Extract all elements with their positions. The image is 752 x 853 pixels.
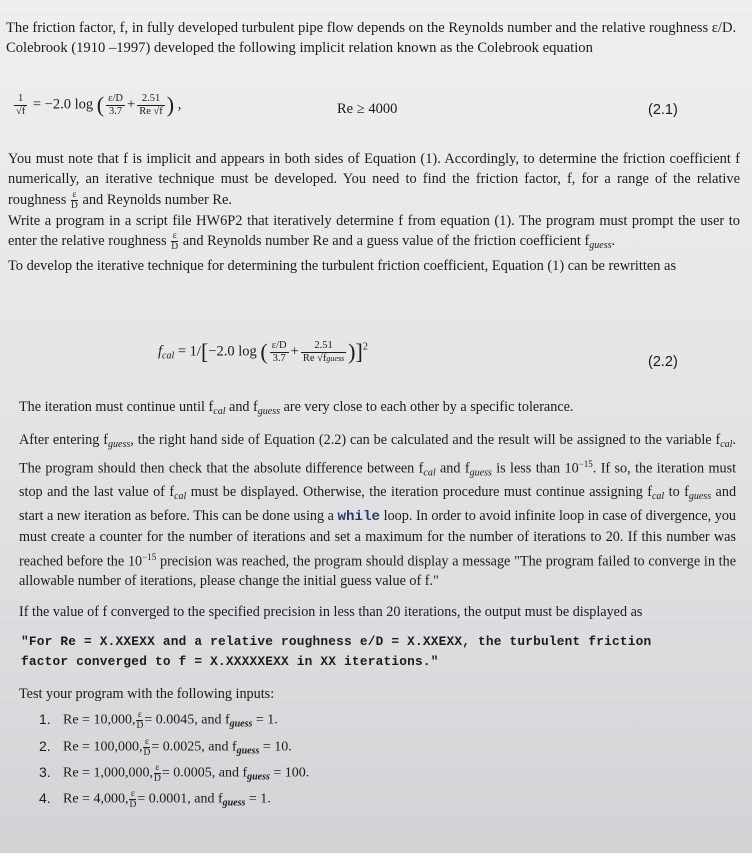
eq2-term1-num: ε/D	[271, 339, 287, 351]
test-eps: = 0.0001, and f	[137, 791, 223, 807]
test-num: 2.	[39, 737, 51, 754]
and-text: and f	[229, 399, 258, 415]
eps-den: D	[143, 748, 151, 758]
s3: . The program should then check that the absolute difference between f	[19, 432, 736, 477]
eps-den: D	[129, 800, 137, 810]
eq2-term1-den: 3.7	[272, 352, 286, 364]
test-eps: = 0.0005, and f	[161, 765, 248, 781]
eq1-term1-num: ε/D	[108, 92, 124, 104]
eps-den: D	[136, 721, 144, 731]
test-sub: guess	[236, 745, 260, 757]
eq1-term2-den: Re √f	[139, 105, 163, 117]
test-val: = 10.	[262, 739, 292, 755]
s6: . If so, the iteration must stop and the last value of f	[19, 460, 737, 501]
test-val: = 1.	[255, 712, 278, 728]
output-line-1: "For Re = X.XXEXX and a relative roughness e/D = X.XXEXX, the turbulent friction	[21, 634, 652, 649]
test-intro: Test your program with the following inputs:	[19, 686, 275, 702]
para1-line1b: and Reynolds number Re.	[82, 191, 232, 208]
eps-frac-num: ε	[72, 189, 77, 200]
s2: , the right hand side of Equation (2.2) can be calculated and the result will be assigned to the variable f	[130, 432, 721, 448]
para1-line2: Write a program in a script file HW6P2 that iteratively determine f from equation (1). The program must prompt the user to enter the relative roughness	[8, 212, 740, 250]
test-re: Re = 10,000,	[63, 712, 136, 728]
s4: and f	[439, 460, 470, 477]
eq2-lhs-sub: cal	[162, 350, 175, 362]
eps-frac-num-2: ε	[172, 231, 177, 242]
guess-sub-4: guess	[688, 491, 712, 503]
cal-sub-2: cal	[720, 439, 733, 450]
paragraph-converged: If the value of f converged to the specified precision in less than 20 iterations, the output must be displayed as	[19, 604, 643, 620]
eq1-term2-num: 2.51	[137, 93, 165, 106]
eq1-equals: = −2.0 log	[32, 96, 94, 113]
list-item	[39, 789, 271, 810]
para1-line2b: and Reynolds number Re and a guess value of the friction coefficient f	[182, 233, 590, 250]
s8: to f	[668, 484, 689, 501]
eq2-term2-sub: guess	[326, 353, 345, 363]
eq2-mid: = 1/	[177, 343, 201, 360]
test-num: 1.	[39, 710, 51, 727]
list-item	[39, 737, 292, 758]
eq2-inner: −2.0 log	[208, 343, 257, 360]
guess-sub-2: guess	[108, 439, 131, 450]
iter-intro: The iteration must continue until f	[19, 399, 214, 415]
eq2-lhs: f	[158, 343, 163, 360]
eps-num: ε	[130, 789, 135, 799]
exp15: −15	[578, 458, 593, 469]
eq1-condition: Re ≥ 4000	[337, 101, 398, 117]
test-eps: = 0.0045, and f	[144, 712, 230, 728]
guess-sub-3: guess	[469, 467, 492, 479]
eq1-term1-den: 3.7	[109, 105, 123, 117]
paragraph-iteration	[19, 398, 736, 422]
equation-2-1: $\frac{1}{√f}$ = −2.0 log ( $\frac{\varepsilon/D}{3.7}$ + $\frac{2.51}{Re √f}$ ) ,	[16, 92, 182, 117]
list-item	[39, 710, 278, 731]
s7: must be displayed. Otherwise, the iteration procedure must continue assigning f	[190, 484, 652, 501]
eps-num: ε	[137, 710, 142, 720]
cal-sub-1: cal	[213, 406, 226, 417]
output-format	[21, 632, 741, 672]
test-val: = 1.	[248, 791, 271, 807]
eq2-term2-den: Re √f	[302, 352, 327, 364]
test-sub: guess	[222, 797, 246, 809]
eq1-number: (2.1)	[648, 102, 678, 118]
para1-guess-sub: guess	[589, 240, 612, 252]
cal-sub-5: cal	[651, 491, 665, 503]
eps-num: ε	[155, 763, 160, 773]
exp15-2: −15	[142, 551, 157, 562]
eq2-number: (2.2)	[648, 354, 678, 370]
test-num: 4.	[39, 789, 51, 806]
test-eps: = 0.0025, and f	[151, 739, 237, 755]
test-sub: guess	[229, 718, 253, 730]
test-re: Re = 1,000,000,	[63, 765, 153, 781]
eps-frac-den: D	[70, 200, 78, 211]
list-item	[39, 763, 309, 784]
cal-sub-4: cal	[174, 491, 187, 503]
eq2-term2-num: 2.51	[301, 340, 346, 353]
cal-sub-3: cal	[423, 467, 436, 479]
paragraph-iterative: You must note that f is implicit and appears in both sides of Equation (1). Accordingly, to determine the friction coefficient f numerically, an iterative technique must be developed. You need to find the friction factor, f, for a range of the relative roughness $\frac{\varepsilon}{D}$ and Reynolds number Re. Write a program in a script file HW6P2 that iteratively determine f from equation (1). The program must prompt the user to enter the relative roughness $\frac{\varepsilon}{D}$ and Reynolds number Re and a guess value of the friction coefficient $f_{guess}$. To develop the iterative technique for determining the turbulent friction coefficient, Equation (1) can be rewritten as	[8, 151, 740, 275]
intro-paragraph: The friction factor, f, in fully developed turbulent pipe flow depends on the Reynolds number and the relative roughness ε/D. Colebrook (1910 –1997) developed the following implicit relation known as the Colebrook equation	[6, 20, 737, 56]
iter-tail: are very close to each other by a specific tolerance.	[283, 399, 574, 415]
while-keyword: while	[337, 509, 381, 526]
test-re: Re = 4,000,	[63, 791, 129, 807]
test-sub: guess	[247, 771, 270, 783]
test-re: Re = 100,000,	[63, 739, 143, 755]
eps-frac-den-2: D	[171, 242, 179, 253]
paragraph-after-entering	[19, 431, 736, 592]
eq2-power: 2	[362, 341, 368, 353]
eps-den: D	[153, 774, 161, 784]
s11: precision was reached, the program should display a message "The program failed to converge in the allowable number of iterations, please change the initial guess value of f."	[19, 553, 737, 590]
test-num: 3.	[39, 763, 51, 780]
para1-line1: You must note that f is implicit and appears in both sides of Equation (1). Accordingly, to determine the friction coefficient f numerically, an iterative technique must be developed. You need to find the friction factor, f, for a range of the relative roughness	[8, 151, 740, 208]
eps-num: ε	[144, 737, 149, 747]
output-line-2: factor converged to f = X.XXXXXEXX in XX iterations."	[21, 654, 439, 669]
guess-sub-1: guess	[257, 406, 281, 417]
test-val: = 100.	[273, 765, 310, 781]
para1-line3: To develop the iterative technique for determining the turbulent friction coefficient, Equation (1) can be rewritten as	[8, 258, 677, 275]
eq1-lhs-num: 1	[14, 93, 27, 106]
s1: After entering f	[19, 432, 109, 448]
equation-2-2: $f_{cal} = 1/[-2.0$ log ( $\frac{\varepsilon/D}{3.7}$ + $\frac{2.51}{\text{Re √fguess}}$ )]$^2$	[158, 339, 368, 364]
s5: is less than 10	[496, 460, 579, 477]
s9: and start a new iteration as before. This can be done using a	[19, 484, 737, 525]
s10: loop. In order to avoid infinite loop in case of divergence, you must create a counter for the number of iterations and set a maximum for the number of iterations to 20. If this number was reached before the 10	[19, 508, 737, 570]
eq1-lhs-den: √f	[16, 105, 26, 117]
